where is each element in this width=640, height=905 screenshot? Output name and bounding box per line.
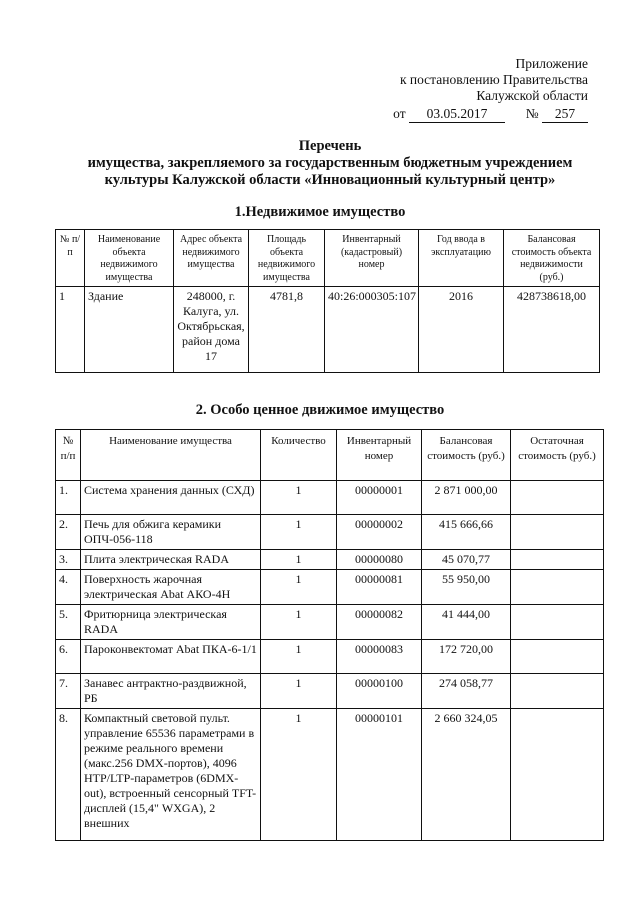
column-header: Инвентарный номер	[337, 430, 422, 481]
cell-balance: 45 070,77	[422, 550, 511, 570]
table-row	[56, 709, 604, 841]
cell-name: Плита электрическая RADA	[81, 550, 261, 570]
from-label: от	[393, 106, 406, 121]
cell-quantity: 1	[261, 570, 337, 605]
cell-name: Печь для обжига керамики ОПЧ-056-118	[81, 515, 261, 550]
appendix-line: Калужской области	[476, 88, 588, 103]
column-header: Количество	[261, 430, 337, 481]
appendix-block	[393, 56, 588, 123]
cell-balance: 2 871 000,00	[422, 481, 511, 515]
cell-number: 4.	[56, 570, 81, 605]
cell-quantity: 1	[261, 674, 337, 709]
cell-quantity: 1	[261, 481, 337, 515]
column-header: Год ввода в эксплуатацию	[419, 230, 504, 287]
section1-heading: 1.Недвижимое имущество	[234, 204, 406, 220]
cell-quantity: 1	[261, 515, 337, 550]
section2-heading: 2. Особо ценное движимое имущество	[195, 402, 445, 418]
cell-inventory: 00000101	[337, 709, 422, 841]
table-row	[56, 674, 604, 709]
cell-year: 2016	[419, 287, 504, 373]
cell-balance: 274 058,77	[422, 674, 511, 709]
cell-address: 248000, г. Калуга, ул. Октябрьская, район дома 17	[174, 287, 249, 373]
cell-area: 4781,8	[249, 287, 325, 373]
number-label: №	[525, 106, 539, 121]
table-row	[56, 515, 604, 550]
title-line: культуры Калужской области «Инновационный культурный центр»	[104, 172, 556, 188]
decree-date: 03.05.2017	[409, 106, 505, 123]
table-row	[56, 287, 600, 373]
cell-balance: 415 666,66	[422, 515, 511, 550]
cell-residual	[511, 605, 604, 640]
cell-number: 5.	[56, 605, 81, 640]
cell-residual	[511, 515, 604, 550]
table-row	[56, 570, 604, 605]
cell-name: Система хранения данных (СХД)	[81, 481, 261, 515]
cell-inventory: 00000080	[337, 550, 422, 570]
movable-property-table	[55, 429, 604, 841]
column-header: Наименование объекта недвижимого имущества	[85, 230, 174, 287]
column-header: № п/п	[56, 430, 81, 481]
cell-name: Здание	[85, 287, 174, 373]
table-row	[56, 640, 604, 674]
appendix-line: к постановлению Правительства	[399, 72, 588, 87]
decree-line	[393, 106, 588, 123]
cell-quantity: 1	[261, 709, 337, 841]
cell-residual	[511, 570, 604, 605]
table-header-row	[56, 230, 600, 287]
cell-balance: 41 444,00	[422, 605, 511, 640]
column-header: Инвентарный (кадастровый) номер	[325, 230, 419, 287]
cell-number: 2.	[56, 515, 81, 550]
cell-inventory: 00000082	[337, 605, 422, 640]
cell-name: Занавес антрактно-раздвижной, РБ	[81, 674, 261, 709]
real-estate-table	[55, 229, 600, 373]
cell-inventory: 00000001	[337, 481, 422, 515]
cell-cadastral: 40:26:000305:107	[325, 287, 419, 373]
cell-number: 3.	[56, 550, 81, 570]
cell-balance: 172 720,00	[422, 640, 511, 674]
document-title	[60, 138, 600, 189]
cell-quantity: 1	[261, 550, 337, 570]
cell-name: Поверхность жарочная электрическая Abat АКО-4Н	[81, 570, 261, 605]
column-header: Балансовая стоимость объекта недвижимости (руб.)	[504, 230, 600, 287]
table-header-row	[56, 430, 604, 481]
cell-inventory: 00000081	[337, 570, 422, 605]
table-row	[56, 550, 604, 570]
cell-inventory: 00000083	[337, 640, 422, 674]
table-row	[56, 481, 604, 515]
decree-number: 257	[542, 106, 588, 123]
cell-number: 1.	[56, 481, 81, 515]
column-header: Остаточная стоимость (руб.)	[511, 430, 604, 481]
cell-inventory: 00000100	[337, 674, 422, 709]
cell-balance: 55 950,00	[422, 570, 511, 605]
title-line: Перечень	[298, 138, 362, 154]
cell-name: Пароконвектомат Abat ПКА-6-1/1	[81, 640, 261, 674]
appendix-line: Приложение	[515, 56, 588, 71]
cell-residual	[511, 640, 604, 674]
cell-number: 7.	[56, 674, 81, 709]
title-line: имущества, закрепляемого за государственным бюджетным учреждением	[87, 155, 573, 171]
table-row	[56, 605, 604, 640]
column-header: Балансовая стоимость (руб.)	[422, 430, 511, 481]
column-header: № п/п	[56, 230, 85, 287]
cell-residual	[511, 709, 604, 841]
cell-name: Фритюрница электрическая RADA	[81, 605, 261, 640]
cell-number: 8.	[56, 709, 81, 841]
column-header: Площадь объекта недвижимого имущества	[249, 230, 325, 287]
cell-residual	[511, 550, 604, 570]
cell-residual	[511, 674, 604, 709]
cell-inventory: 00000002	[337, 515, 422, 550]
cell-name: Компактный световой пульт. управление 65536 параметрами в режиме реального времени (макс.256 DMX-портов), 4096 HTP/LTP-параметров (6DMX-out), встроенный сенсорный TFT-дисплей (15,4" WXGA), 2 внешних	[81, 709, 261, 841]
cell-balance: 428738618,00	[504, 287, 600, 373]
cell-balance: 2 660 324,05	[422, 709, 511, 841]
cell-residual	[511, 481, 604, 515]
cell-number: 6.	[56, 640, 81, 674]
column-header: Адрес объекта недвижимого имущества	[174, 230, 249, 287]
column-header: Наименование имущества	[81, 430, 261, 481]
cell-quantity: 1	[261, 605, 337, 640]
cell-quantity: 1	[261, 640, 337, 674]
cell-number: 1	[56, 287, 85, 373]
